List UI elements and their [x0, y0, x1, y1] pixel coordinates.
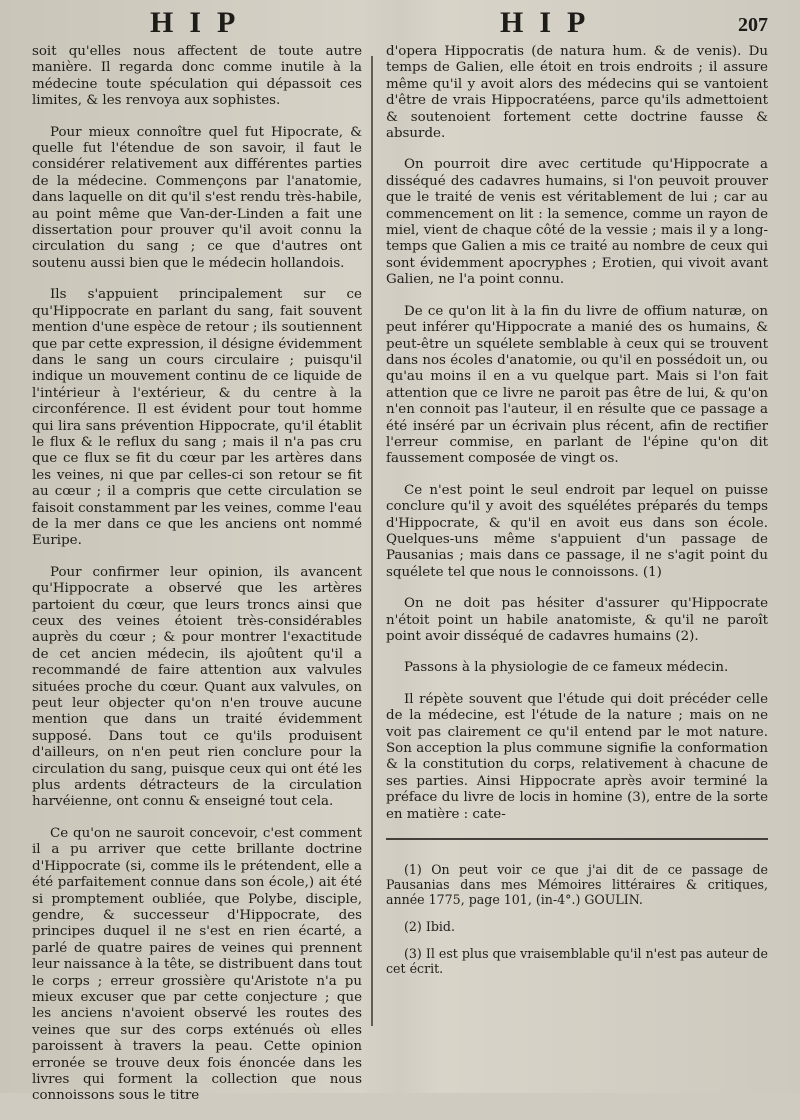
paragraph: Ils s'appuient principalement sur ce qu'Hippocrate en parlant du sang, fait souvent mention d'une espèce de retour ; ils soutiennent que par cette expression, il désigne évidemment dans le sang un cours circulaire ; puisqu'il indique un mouvement continu de ce liquide de l'intérieur à l'extérieur, & du centre à la circonférence. Il est évident pour tout homme qui lira sans prévention Hippocrate, qu'il établit le flux & le reflux du sang ; mais il n'a pas cru que ce flux se fit du cœur par les artères dans les veines, ni que par celles-ci son retour se fit au cœur ; il a compris que cette circulation se faisoit constamment par les veines, comme l'eau de la mer dans ce que les anciens ont nommé Euripe.: [32, 287, 362, 549]
paragraph: d'opera Hippocratis (de natura hum. & de venis). Du temps de Galien, elle étoit en trois endroits ; il assure même qu'il y avoit alors des médecins qui se vantoient d'être de vrais Hippocratéens, parce qu'ils admettoient & soutenoient fortement cette doctrine fausse & absurde.: [386, 44, 768, 142]
column-divider: [371, 56, 373, 1026]
running-head-left: HIP: [150, 6, 252, 39]
paragraph: Pour confirmer leur opinion, ils avancent qu'Hippocrate a observé que les artères partoient du cœur, que leurs troncs ainsi que ceux des veines étoient très-considérables auprès du cœur ; & pour montrer l'exactitude de cet ancien médecin, ils ajoûtent qu'il a recommandé de faire attention aux valvules situées proche du cœur. Quant aux valvules, on peut leur objecter qu'on n'en trouve aucune mention que dans un traité évidemment supposé. Dans tout ce qu'ils produisent d'ailleurs, on n'en peut rien conclure pour la circulation du sang, puisque ceux qui ont été les plus ardents détracteurs de la circulation harvéienne, ont connu & enseigné tout cela.: [32, 564, 362, 810]
footnote: (3) Il est plus que vraisemblable qu'il n'est pas auteur de cet écrit.: [386, 946, 768, 977]
paragraph: Passons à la physiologie de ce fameux médecin.: [404, 660, 729, 676]
paragraph: soit qu'elles nous affectent de toute autre manière. Il regarda donc comme inutile à la médecine toute spéculation qui dépassoit ces limites, & les renvoya aux sophistes.: [32, 44, 362, 109]
paragraph: Ce qu'on ne sauroit concevoir, c'est comment il a pu arriver que cette brillante doctrine d'Hippocrate (si, comme ils le prétendent, elle a été parfaitement connue dans son école,) ait été si promptement oubliée, que Polybe, disciple, gendre, & successeur d'Hippocrate, des principes duquel il ne s'est en rien écarté, a parlé de quatre paires de veines qui prennent leur naissance à la tête, se distribuent dans tout le corps ; erreur grossière qu'Aristote n'a pu mieux excuser que par cette conjecture ; que les anciens n'avoient observé les routes des veines que sur des corps exténués où elles paroissent à travers la peau. Cette opinion erronée se trouve deux fois énoncée dans les livres qui forment la collection que nous connoissons sous le titre: [32, 825, 362, 1104]
footnote: (1) On peut voir ce que j'ai dit de ce passage de Pausanias dans mes Mémoires littéraires & critiques, année 1775, page 101, (in-4°.) GOULIN.: [386, 862, 768, 908]
paragraph: On ne doit pas hésiter d'assurer qu'Hippocrate n'étoit point un habile anatomiste, & qu'il ne paroît point avoir disséqué de cadavres humains (2).: [386, 596, 768, 644]
left-column: [32, 44, 362, 1120]
right-column: [386, 44, 768, 988]
footnote: (2) Ibid.: [404, 919, 455, 935]
paragraph: Il répète souvent que l'étude qui doit précéder celle de la médecine, est l'étude de la nature ; mais on ne voit pas clairement ce qu'il entend par le mot nature. Son acception la plus commune signifie la conformation & la constitution du corps, relativement à chacune de ses parties. Ainsi Hippocrate après avoir terminé la préface du livre de locis in homine (3), entre de la sorte en matière : cate-: [386, 691, 768, 822]
paragraph: Pour mieux connoître quel fut Hipocrate, & quelle fut l'étendue de son savoir, il faut le considérer relativement aux différentes parties de la médecine. Commençons par l'anatomie, dans laquelle on dit qu'il s'est rendu très-habile, au point même que Van-der-Linden a fait une dissertation pour prouver qu'il avoit connu la circulation du sang ; ce que d'autres ont soutenu aussi bien que le médecin hollandois.: [32, 124, 362, 271]
running-head-right: HIP: [500, 6, 602, 39]
paragraph: De ce qu'on lit à la fin du livre de offium naturæ, on peut inférer qu'Hippocrate a manié des os humains, & peut-être un squélete semblable à ceux qui se trouvent dans nos écoles d'anatomie, ou qu'il en possédoit un, ou qu'au moins il en a vu quelque part. Mais si l'on fait attention que ce livre ne paroit pas être de lui, & qu'on n'en connoit pas l'auteur, il en résulte que ce passage a été inséré par un écrivain plus récent, afin de rectifier l'erreur commise, en parlant de l'épine qu'on dit faussement composée de vingt os.: [386, 303, 768, 467]
page-number: 207: [738, 14, 768, 36]
paragraph: On pourroit dire avec certitude qu'Hippocrate a disséqué des cadavres humains, si l'on peuvoit prouver que le traité de venis est véritablement de lui ; car au commencement on lit : la semence, comme un rayon de miel, vient de chaque côté de la vessie ; mais il y a long-temps que Galien a mis ce traité au nombre de ceux qui sont évidemment apocryphes ; Erotien, qui vivoit avant Galien, ne l'a point connu.: [386, 157, 768, 288]
paragraph: Ce n'est point le seul endroit par lequel on puisse conclure qu'il y avoit des squélétes préparés du temps d'Hippocrate, & qu'il en avoit eus dans son école. Quelques-uns même s'appuient d'un passage de Pausanias ; mais dans ce passage, il ne s'agit point du squélete tel que nous le connoissons. (1): [386, 482, 768, 580]
footnote-rule: [386, 838, 768, 840]
